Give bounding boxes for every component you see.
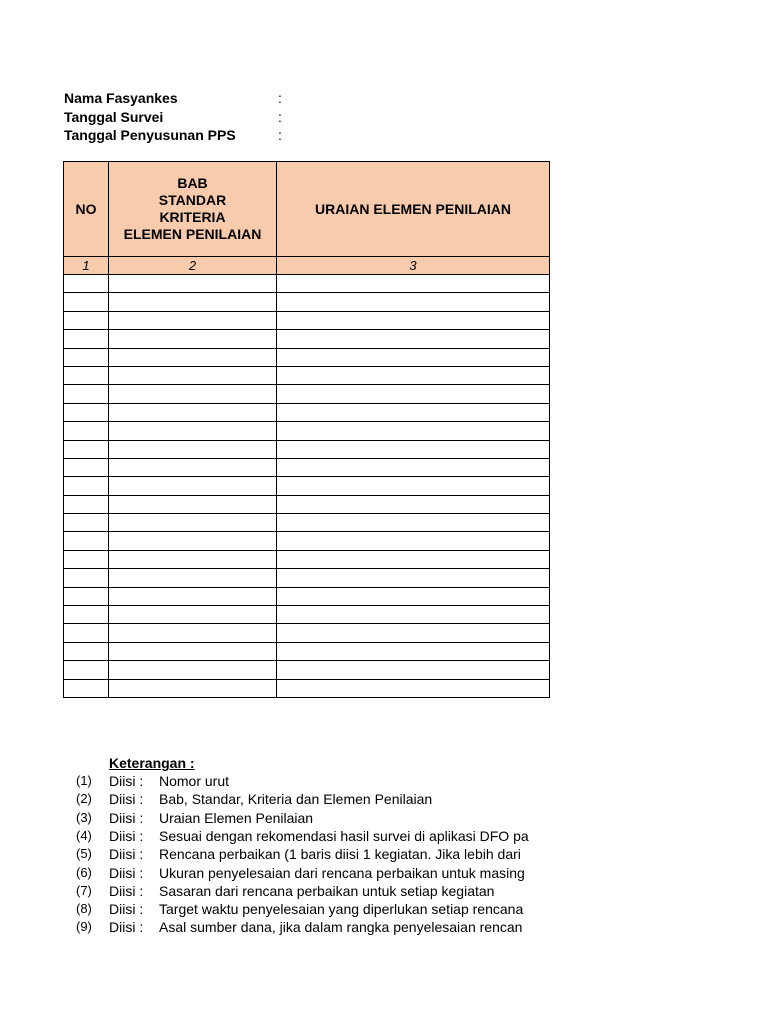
table-cell[interactable] — [277, 661, 550, 679]
table-cell[interactable] — [109, 348, 277, 366]
note-number: (4) — [76, 827, 92, 843]
note-number: (2) — [76, 791, 92, 807]
table-cell[interactable] — [277, 514, 550, 532]
header-label: Nama Fasyankes — [64, 90, 178, 106]
table-cell[interactable] — [64, 422, 109, 440]
table-row — [64, 569, 550, 587]
table-cell[interactable] — [277, 642, 550, 660]
table-cell[interactable] — [277, 293, 550, 311]
table-body — [64, 275, 550, 698]
table-cell[interactable] — [64, 477, 109, 495]
table-row — [64, 458, 550, 476]
notes-title: Keterangan : — [109, 755, 195, 771]
table-row — [64, 495, 550, 513]
table-row — [64, 679, 550, 697]
table-cell[interactable] — [109, 477, 277, 495]
table-cell[interactable] — [64, 348, 109, 366]
table-cell[interactable] — [64, 569, 109, 587]
table-cell[interactable] — [109, 587, 277, 605]
table-cell[interactable] — [109, 422, 277, 440]
notes-section — [0, 755, 549, 945]
table-cell[interactable] — [109, 642, 277, 660]
table-cell[interactable] — [64, 330, 109, 348]
table-row — [64, 606, 550, 624]
note-number: (8) — [76, 901, 92, 917]
table-cell[interactable] — [109, 679, 277, 697]
note-label: Diisi : — [109, 827, 144, 844]
note-text: Bab, Standar, Kriteria dan Elemen Penilaian — [159, 791, 433, 808]
note-label: Diisi : — [109, 809, 144, 826]
table-cell[interactable] — [277, 624, 550, 642]
table-row — [64, 348, 550, 366]
table-cell[interactable] — [277, 385, 550, 403]
table-cell[interactable] — [64, 385, 109, 403]
table-row — [64, 311, 550, 329]
header-label: Tanggal Penyusunan PPS — [64, 127, 236, 143]
table-cell[interactable] — [64, 293, 109, 311]
column-header-bab-line: STANDAR — [158, 192, 227, 208]
column-header-bab-line: ELEMEN PENILAIAN — [123, 226, 262, 242]
header-colon: : — [278, 90, 282, 106]
table-row — [64, 275, 550, 293]
table-cell[interactable] — [277, 606, 550, 624]
note-number: (5) — [76, 846, 92, 862]
header-colon: : — [278, 108, 282, 125]
table-cell[interactable] — [277, 422, 550, 440]
table-cell[interactable] — [109, 661, 277, 679]
table-cell[interactable] — [64, 458, 109, 476]
table-cell[interactable] — [277, 495, 550, 513]
note-label: Diisi : — [109, 791, 144, 808]
note-text: Target waktu penyelesaian yang diperlukan setiap rencana — [159, 901, 524, 918]
table-cell[interactable] — [109, 624, 277, 642]
note-text: Rencana perbaikan (1 baris diisi 1 kegiatan. Jika lebih dari — [159, 846, 521, 863]
note-label: Diisi : — [109, 846, 144, 863]
table-cell[interactable] — [277, 403, 550, 421]
table-cell[interactable] — [64, 275, 109, 293]
table-cell[interactable] — [277, 348, 550, 366]
table-cell[interactable] — [277, 569, 550, 587]
table-row — [64, 514, 550, 532]
table-row — [64, 330, 550, 348]
table-cell[interactable] — [109, 606, 277, 624]
table-cell[interactable] — [277, 532, 550, 550]
form-header — [64, 89, 282, 145]
table-cell[interactable] — [277, 311, 550, 329]
note-number: (6) — [76, 864, 92, 880]
table-row — [64, 624, 550, 642]
column-header-bab-line: KRITERIA — [159, 209, 226, 225]
note-text: Nomor urut — [159, 773, 230, 789]
table-row — [64, 532, 550, 550]
column-number: 2 — [109, 257, 277, 275]
table-cell[interactable] — [64, 587, 109, 605]
table-row — [64, 403, 550, 421]
table-cell[interactable] — [277, 275, 550, 293]
note-number: (9) — [76, 919, 92, 935]
note-label: Diisi : — [109, 901, 144, 918]
table-cell[interactable] — [109, 569, 277, 587]
header-label: Tanggal Survei — [64, 108, 164, 125]
note-label: Diisi : — [109, 773, 144, 789]
header-colon: : — [278, 127, 282, 143]
table-cell[interactable] — [64, 606, 109, 624]
table-row — [64, 385, 550, 403]
table-cell[interactable] — [64, 679, 109, 697]
table-cell[interactable] — [109, 275, 277, 293]
note-number: (3) — [76, 809, 92, 825]
note-text: Uraian Elemen Penilaian — [159, 809, 314, 826]
header-field-tanggal-survei — [64, 108, 282, 127]
table-cell[interactable] — [64, 403, 109, 421]
pps-table — [63, 161, 550, 698]
table-cell[interactable] — [109, 385, 277, 403]
note-number: (7) — [76, 882, 92, 898]
column-number-row — [64, 257, 550, 275]
table-row — [64, 661, 550, 679]
table-cell[interactable] — [109, 366, 277, 384]
table-row — [64, 440, 550, 458]
note-text: Asal sumber dana, jika dalam rangka penyelesaian rencan — [159, 919, 523, 936]
table-cell[interactable] — [277, 458, 550, 476]
table-cell[interactable] — [64, 624, 109, 642]
header-field-tanggal-penyusunan — [64, 126, 282, 145]
table-cell[interactable] — [64, 661, 109, 679]
table-row — [64, 366, 550, 384]
column-header-uraian: URAIAN ELEMEN PENILAIAN — [277, 162, 550, 257]
table-cell[interactable] — [64, 532, 109, 550]
table-cell[interactable] — [64, 550, 109, 568]
table-cell[interactable] — [109, 532, 277, 550]
table-cell[interactable] — [64, 311, 109, 329]
table-cell[interactable] — [64, 495, 109, 513]
note-label: Diisi : — [109, 882, 144, 899]
table-cell[interactable] — [277, 587, 550, 605]
note-label: Diisi : — [109, 864, 144, 881]
table-cell[interactable] — [109, 550, 277, 568]
column-header-bab — [109, 162, 277, 257]
table-cell[interactable] — [277, 550, 550, 568]
table-cell[interactable] — [64, 366, 109, 384]
table-cell[interactable] — [277, 366, 550, 384]
note-label: Diisi : — [109, 919, 144, 936]
table-cell[interactable] — [277, 330, 550, 348]
table-row — [64, 293, 550, 311]
header-field-nama-fasyankes — [64, 89, 282, 108]
table-row — [64, 642, 550, 660]
table-cell[interactable] — [109, 330, 277, 348]
table-row — [64, 422, 550, 440]
table-cell[interactable] — [64, 440, 109, 458]
column-header-bab-line: BAB — [177, 175, 208, 191]
table-cell[interactable] — [277, 679, 550, 697]
table-cell[interactable] — [109, 293, 277, 311]
note-text: Sesuai dengan rekomendasi hasil survei di aplikasi DFO pa — [159, 827, 529, 844]
note-text: Sasaran dari rencana perbaikan untuk setiap kegiatan — [159, 882, 495, 899]
table-cell[interactable] — [109, 458, 277, 476]
table-header-row — [64, 162, 550, 257]
table-row — [64, 550, 550, 568]
table-cell[interactable] — [109, 495, 277, 513]
table-cell[interactable] — [277, 440, 550, 458]
table-cell[interactable] — [109, 440, 277, 458]
note-text: Ukuran penyelesaian dari rencana perbaikan untuk masing — [159, 864, 525, 881]
table-cell[interactable] — [64, 514, 109, 532]
column-number: 1 — [64, 257, 109, 275]
column-header-no: NO — [64, 162, 109, 257]
table-cell[interactable] — [64, 642, 109, 660]
table-row — [64, 587, 550, 605]
column-number: 3 — [277, 257, 550, 275]
table-row — [64, 477, 550, 495]
table-cell[interactable] — [109, 514, 277, 532]
table-cell[interactable] — [277, 477, 550, 495]
table-cell[interactable] — [109, 311, 277, 329]
table-cell[interactable] — [109, 403, 277, 421]
note-number: (1) — [76, 773, 92, 788]
